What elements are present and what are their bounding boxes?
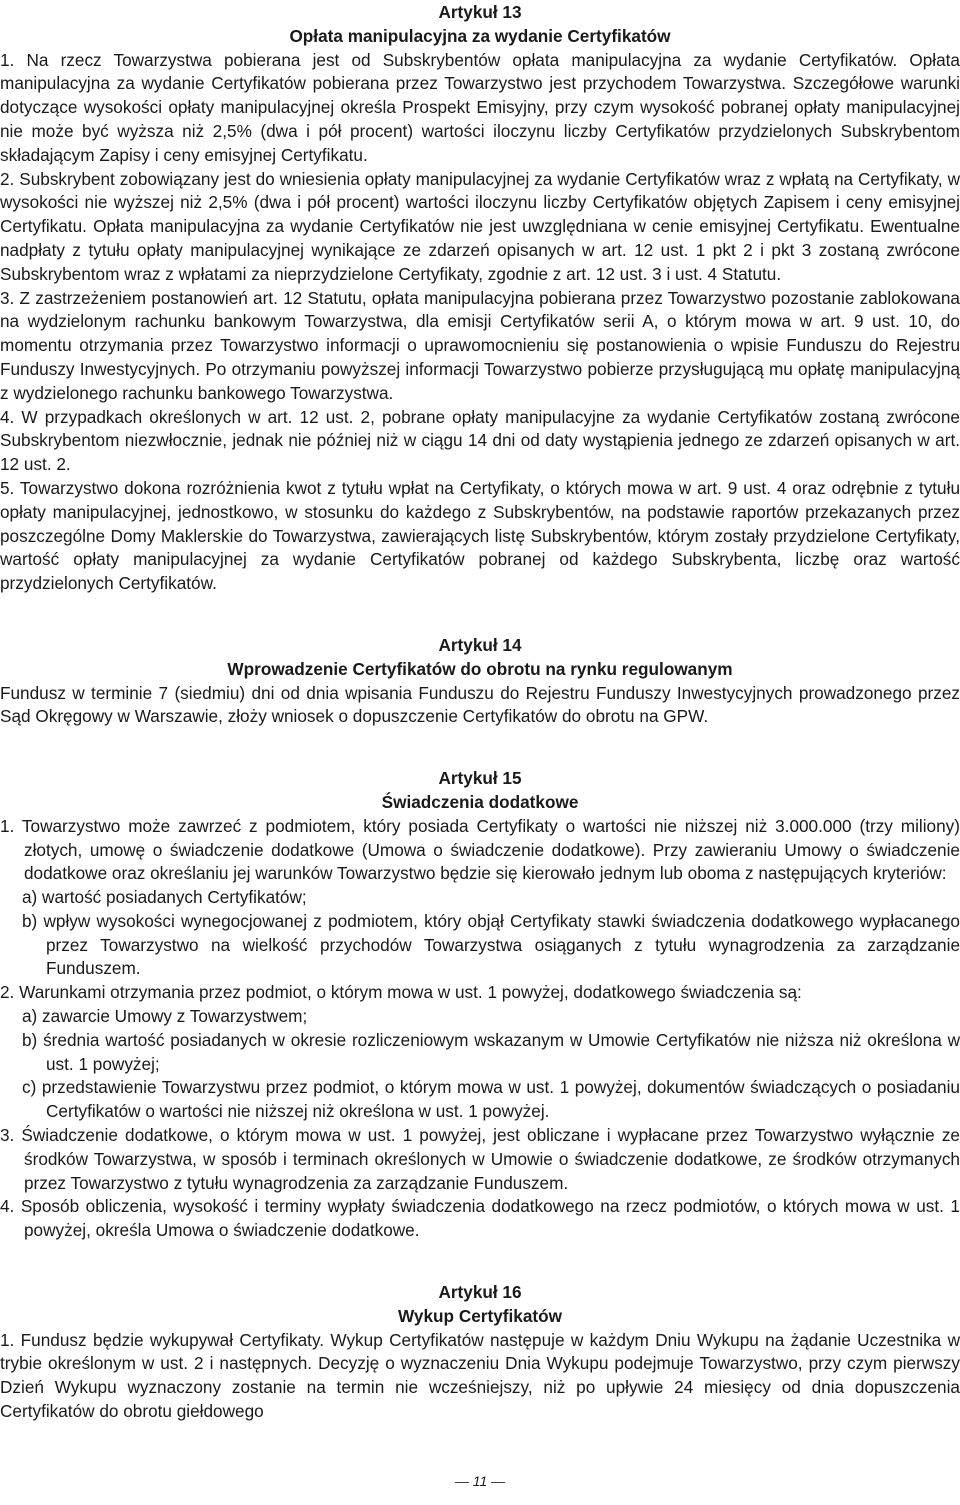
article-15-subtitle: Świadczenia dodatkowe — [381, 791, 579, 812]
article-15-paragraph-3: 3. Świadczenie dodatkowe, o którym mowa w ust. 1 powyżej, jest obliczane i wypłacane przez Towarzystwo wyłącznie ze środków Towarzystwa, w sposób i terminach określonych w Umowie o świadczenie dodatkowe, ze środków otrzymanych przez Towarzystwo z tytułu wynagrodzenia za zarządzanie Funduszem. — [0, 1125, 960, 1193]
article-13-paragraph-3: 3. Z zastrzeżeniem postanowień art. 12 Statutu, opłata manipulacyjna pobierana przez Towarzystwo pozostanie zablokowana na wydzielonym rachunku bankowym Towarzystwa, dla emisji Certyfikatów serii A, o którym mowa w art. 9 ust. 10, do momentu otrzymania przez Towarzystwo informacji o uprawomocnieniu się postanowienia o wpisie Funduszu do Rejestru Funduszy Inwestycyjnych. Po otrzymaniu powyższej informacji Towarzystwo pobierze przysługującą mu opłatę manipulacyjną z wydzielonego rachunku bankowego Towarzystwa. — [0, 287, 960, 403]
spacer — [0, 1243, 960, 1281]
article-15-paragraph-1: 1. Towarzystwo może zawrzeć z podmiotem, który posiada Certyfikaty o wartości nie niższej niż 3.000.000 (trzy miliony) złotych, umowę o świadczenie dodatkowe (Umowa o świadczenie dodatkowe). Przy zawieraniu Umowy o świadczenie dodatkowe oraz określaniu jej warunków Towarzystwo będzie się kierowało jednym lub oboma z następujących kryteriów: — [0, 815, 960, 884]
article-16-subtitle: Wykup Certyfikatów — [398, 1305, 562, 1326]
article-13-paragraph-1: 1. Na rzecz Towarzystwa pobierana jest od Subskrybentów opłata manipulacyjna za wydanie Certyfikatów. Opłata manipulacyjna za wydanie Certyfikatów pobierana przez Towarzystwo jest przychodem Towarzystwa. Szczegółowe warunki dotyczące wysokości opłaty manipulacyjnej określa Prospekt Emisyjny, przy czym wysokość pobranej opłaty manipulacyjnej nie może być wyższa niż 2,5% (dwa i pół procent) wartości iloczynu liczby Certyfikatów przydzielonych Subskrybentom składającym Zapisy i ceny emisyjnej Certyfikatu. — [0, 49, 960, 165]
spacer — [0, 596, 960, 634]
article-13-paragraph-2: 2. Subskrybent zobowiązany jest do wniesienia opłaty manipulacyjnej za wydanie Certyfikatów wraz z wpłatą na Certyfikaty, w wysokości nie wyższej niż 2,5% (dwa i pół procent) wartości iloczynu liczby Certyfikatów objętych Zapisem i ceny emisyjnej Certyfikatu. Opłata manipulacyjna za wydanie Certyfikatów nie jest uwzględniana w cenie emisyjnej Certyfikatu. Ewentualne nadpłaty z tytułu opłaty manipulacyjnej wynikające ze zdarzeń opisanych w art. 12 ust. 1 pkt 2 i pkt 3 zostaną zwrócone Subskrybentom wraz z wpłatami za nieprzydzielone Certyfikaty, zgodnie z art. 12 ust. 3 i ust. 4 Statutu. — [0, 168, 960, 284]
article-14-subtitle: Wprowadzenie Certyfikatów do obrotu na rynku regulowanym — [227, 658, 733, 679]
article-15 — [0, 767, 960, 1243]
page-number: — 11 — — [454, 1473, 506, 1489]
document-page — [0, 1, 960, 1424]
article-15-item-2a: a) zawarcie Umowy z Towarzystwem; — [22, 1006, 308, 1027]
article-15-item-2c: c) przedstawienie Towarzystwu przez podmiot, o którym mowa w ust. 1 powyżej, dokumentów świadczących o posiadaniu Certyfikatów o wartości nie niższej niż określona w ust. 1 powyżej. — [22, 1077, 960, 1122]
article-16-paragraph-1: 1. Fundusz będzie wykupywał Certyfikaty. Wykup Certyfikatów następuje w każdym Dniu Wykupu na żądanie Uczestnika w trybie określonym w ust. 2 i następnych. Decyzję o wyznaczeniu Dnia Wykupu podejmuje Towarzystwo, przy czym pierwszy Dzień Wykupu wyznaczony zostanie na termin nie wcześniejszy, niż po upływie 24 miesięcy od dnia dopuszczenia Certyfikatów do obrotu giełdowego — [0, 1329, 960, 1422]
article-13-title: Artykuł 13 — [438, 2, 522, 22]
article-15-item-1b: b) wpływ wysokości wynegocjowanej z podmiotem, który objął Certyfikaty stawki świadczenia dodatkowego wypłacanego przez Towarzystwo na wielkość przychodów Towarzystwa osiąganych z tytułu wynagrodzenia za zarządzanie Funduszem. — [22, 910, 960, 979]
article-13 — [0, 1, 960, 596]
article-13-paragraph-4: 4. W przypadkach określonych w art. 12 ust. 2, pobrane opłaty manipulacyjne za wydanie Certyfikatów zostaną zwrócone Subskrybentom niezwłocznie, jednak nie później niż w ciągu 14 dni od daty wystąpienia jednego ze zdarzeń opisanych w art. 12 ust. 2. — [0, 406, 960, 475]
article-14-title: Artykuł 14 — [438, 634, 522, 655]
article-15-paragraph-4: 4. Sposób obliczenia, wysokość i terminy wypłaty świadczenia dodatkowego na rzecz podmiotów, o których mowa w ust. 1 powyżej, określa Umowa o świadczenie dodatkowe. — [0, 1196, 960, 1241]
article-15-title: Artykuł 15 — [438, 768, 522, 789]
article-15-item-1a: a) wartość posiadanych Certyfikatów; — [22, 887, 307, 908]
article-16-title: Artykuł 16 — [438, 1282, 522, 1303]
article-13-paragraph-5: 5. Towarzystwo dokona rozróżnienia kwot z tytułu wpłat na Certyfikaty, o których mowa w art. 9 ust. 4 oraz odrębnie z tytułu opłaty manipulacyjnej, jednostkowo, w stosunku do każdego z Subskrybentów, na podstawie raportów przekazanych przez poszczególne Domy Maklerskie do Towarzystwa, zawierających listę Subskrybentów, którym zostały przydzielone Certyfikaty, wartość opłaty manipulacyjnej za wydanie Certyfikatów pobranej od każdego Subskrybenta, liczbę oraz wartość przydzielonych Certyfikatów. — [0, 477, 960, 594]
article-13-subtitle: Opłata manipulacyjna za wydanie Certyfikatów — [289, 25, 671, 46]
article-14 — [0, 634, 960, 729]
article-15-paragraph-2: 2. Warunkami otrzymania przez podmiot, o którym mowa w ust. 1 powyżej, dodatkowego świadczenia są: — [0, 982, 802, 1003]
article-15-item-2b: b) średnia wartość posiadanych w okresie rozliczeniowym wskazanym w Umowie Certyfikatów nie niższa niż określona w ust. 1 powyżej; — [22, 1029, 960, 1074]
article-16 — [0, 1281, 960, 1424]
article-14-paragraph-1: Fundusz w terminie 7 (siedmiu) dni od dnia wpisania Funduszu do Rejestru Funduszy Inwestycyjnych prowadzonego przez Sąd Okręgowy w Warszawie, złoży wniosek o dopuszczenie Certyfikatów do obrotu na GPW. — [0, 682, 960, 727]
spacer — [0, 729, 960, 767]
